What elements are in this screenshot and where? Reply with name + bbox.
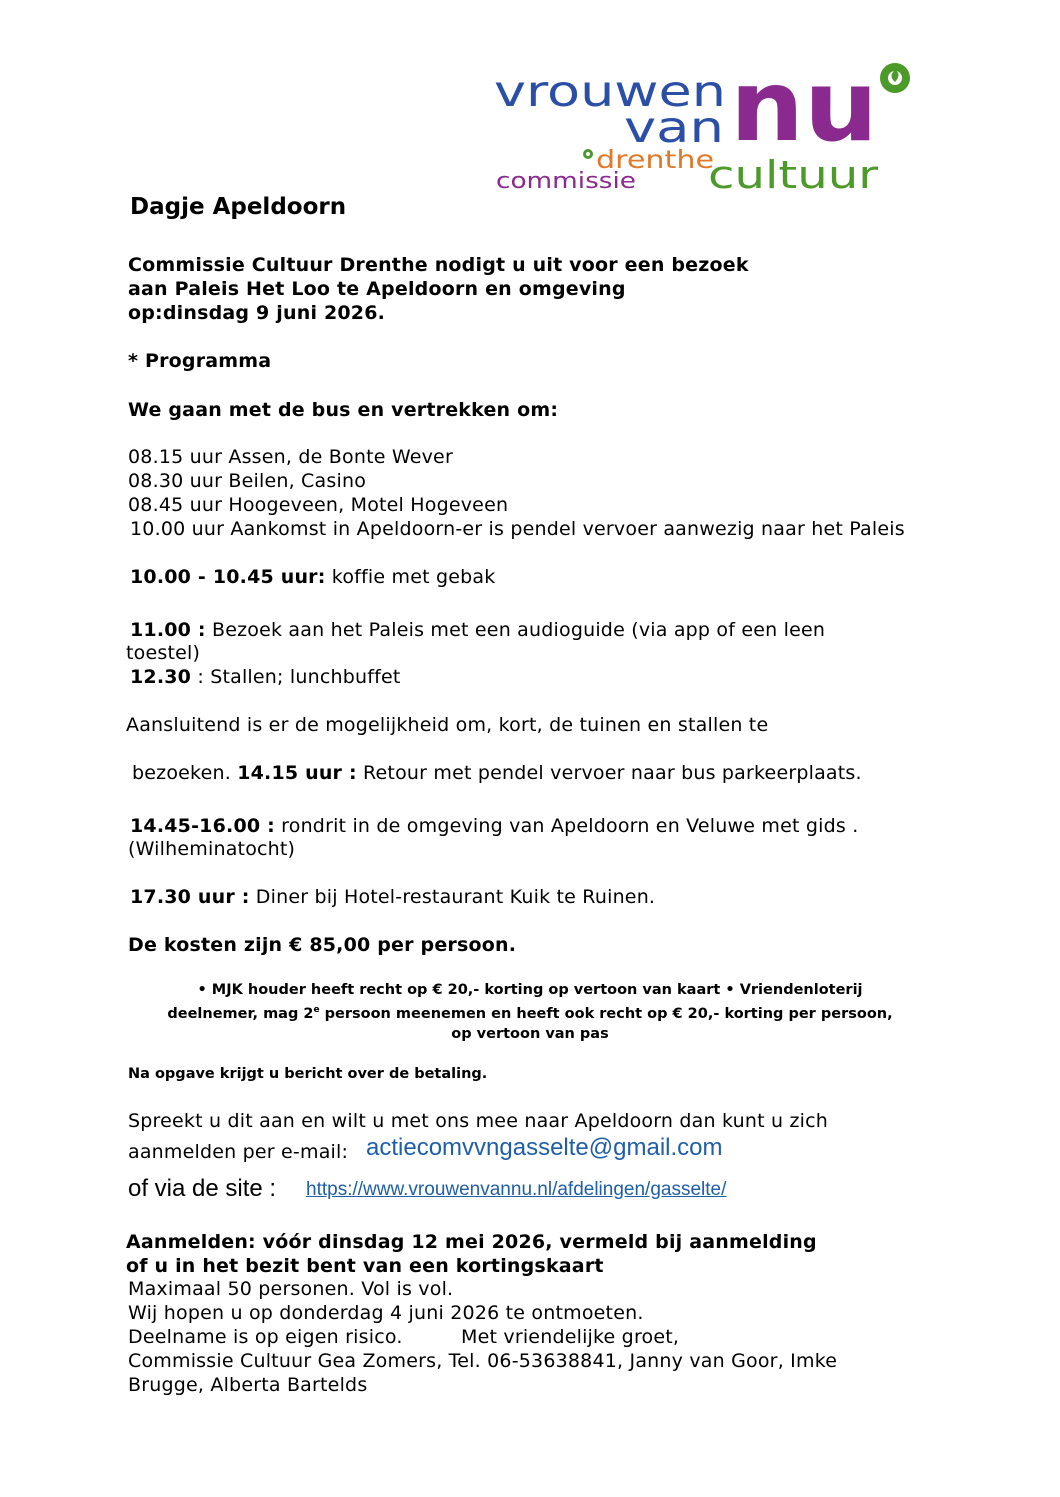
committee-line-2: Brugge, Alberta Bartelds xyxy=(128,1374,368,1396)
signup-url-link[interactable]: https://www.vrouwenvannu.nl/afdelingen/gasselte/ xyxy=(306,1179,727,1200)
discount-note xyxy=(160,980,900,1044)
logo-sprout-icon xyxy=(880,63,910,93)
departure-hoogeveen: 08.45 uur Hoogeveen, Motel Hogeveen xyxy=(128,494,509,516)
program-heading: * Programma xyxy=(128,350,272,372)
page-title: Dagje Apeldoorn xyxy=(130,194,347,220)
arrival-apeldoorn: 10.00 uur Aankomst in Apeldoorn-er is pendel vervoer aanwezig naar het Paleis xyxy=(130,518,905,540)
discount-note-part1: • MJK houder heeft recht op € 20,- korting op vertoon van kaart • Vriendenloterij deelnemer, mag 2 xyxy=(167,982,863,1022)
signup-line-1: Spreekt u dit aan en wilt u met ons mee naar Apeldoorn dan kunt u zich xyxy=(128,1110,828,1132)
cost-line: De kosten zijn € 85,00 per persoon. xyxy=(128,934,517,956)
intro-line-3: op:dinsdag 9 juni 2026. xyxy=(128,302,386,324)
closing-line-2: Wij hopen u op donderdag 4 juni 2026 te ontmoeten. xyxy=(128,1302,644,1324)
schedule-lunch-text: : Stallen; lunchbuffet xyxy=(191,666,401,688)
schedule-palace-cont: toestel) xyxy=(126,642,201,664)
schedule-return-text: Retour met pendel vervoer naar bus parkeerplaats. xyxy=(356,762,862,784)
payment-note: Na opgave krijgt u bericht over de betaling. xyxy=(128,1066,488,1082)
schedule-tour-time: 14.45-16.00 : xyxy=(130,815,275,837)
vrouwen-van-nu-logo xyxy=(494,58,924,198)
schedule-lunch-time: 12.30 xyxy=(130,666,192,688)
logo-small-sprout-icon xyxy=(583,149,593,159)
schedule-coffee-text: koffie met gebak xyxy=(325,566,496,588)
schedule-palace-time: 11.00 : xyxy=(130,619,206,641)
bus-heading: We gaan met de bus en vertrekken om: xyxy=(128,399,559,421)
signup-email-link[interactable]: actiecomvvngasselte@gmail.com xyxy=(366,1134,723,1161)
risk-line: Deelname is op eigen risico. xyxy=(128,1326,403,1348)
departure-beilen: 08.30 uur Beilen, Casino xyxy=(128,470,367,492)
schedule-dinner-time: 17.30 uur : xyxy=(130,886,250,908)
deadline-line-1: Aanmelden: vóór dinsdag 12 mei 2026, vermeld bij aanmelding xyxy=(126,1231,817,1253)
schedule-return-pre: bezoeken. xyxy=(132,762,238,784)
intro-line-1: Commissie Cultuur Drenthe nodigt u uit voor een bezoek xyxy=(128,254,749,276)
logo-vrouwen: vrouwen xyxy=(494,67,726,117)
schedule-coffee xyxy=(130,565,495,589)
deadline-line-2: of u in het bezit bent van een kortingskaart xyxy=(126,1255,604,1277)
logo-commissie: commissie xyxy=(496,169,636,194)
schedule-dinner xyxy=(130,885,655,909)
intro-line-2: aan Paleis Het Loo te Apeldoorn en omgeving xyxy=(128,278,626,300)
logo-van: van xyxy=(624,103,724,153)
schedule-tour-cont: (Wilheminatocht) xyxy=(128,838,296,860)
schedule-lunch xyxy=(130,665,401,689)
departure-assen: 08.15 uur Assen, de Bonte Wever xyxy=(128,446,453,468)
discount-note-part2: persoon meenemen en heeft ook recht op € 20,- korting per persoon, op vertoon van pas xyxy=(319,1005,893,1042)
logo-drenthe: drenthe xyxy=(596,145,714,174)
schedule-return xyxy=(132,761,862,785)
committee-line-1: Commissie Cultuur Gea Zomers, Tel. 06-53638841, Janny van Goor, Imke xyxy=(128,1350,838,1372)
signup-line-2: aanmelden per e-mail: xyxy=(128,1141,349,1163)
schedule-dinner-text: Diner bij Hotel-restaurant Kuik te Ruinen. xyxy=(249,886,656,908)
discount-note-sup: e xyxy=(313,1005,320,1015)
greeting-line: Met vriendelijke groet, xyxy=(461,1326,680,1348)
schedule-gardens: Aansluitend is er de mogelijkheid om, kort, de tuinen en stallen te xyxy=(126,714,769,736)
schedule-tour-text: rondrit in de omgeving van Apeldoorn en Veluwe met gids . xyxy=(274,815,859,837)
schedule-return-time: 14.15 uur : xyxy=(237,762,357,784)
closing-line-1: Maximaal 50 personen. Vol is vol. xyxy=(128,1278,454,1300)
schedule-tour xyxy=(130,814,858,838)
schedule-coffee-time: 10.00 - 10.45 uur: xyxy=(130,566,326,588)
logo-cultuur: cultuur xyxy=(708,153,879,197)
schedule-palace xyxy=(130,618,825,642)
schedule-palace-text: Bezoek aan het Paleis met een audioguide (via app of een leen xyxy=(205,619,826,641)
signup-via: of via de site : xyxy=(128,1175,277,1202)
logo-nu: nu xyxy=(730,58,878,164)
